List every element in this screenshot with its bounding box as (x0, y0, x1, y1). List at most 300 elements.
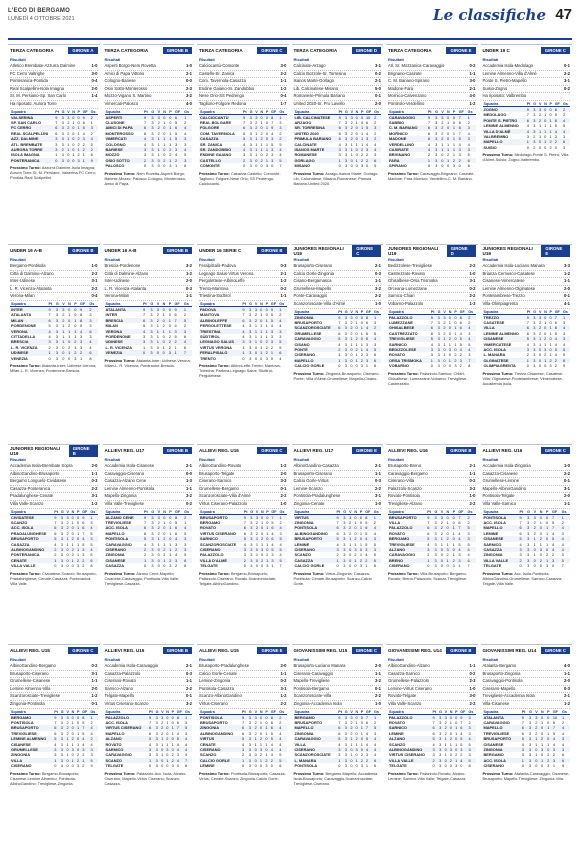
result-row (483, 493, 571, 501)
result-row (294, 263, 382, 271)
stat-cell: 0 (448, 363, 451, 369)
next-round-fixtures: Arzago-Isanos Marte; Gorlago-Lib. Calcinatese; Misano-Romanese; Primula Bariano-United 2020. (293, 170, 379, 186)
stat-cell: 0 (157, 163, 160, 169)
stat-cell: 2 (350, 130, 353, 136)
stat-cell: 3 (439, 752, 442, 758)
stat-cell: 1 (156, 334, 159, 339)
stat-cell: 4 (174, 323, 177, 329)
stat-cell: 3 (265, 763, 268, 769)
block-header (294, 646, 382, 655)
stat-cell: 1 (539, 519, 542, 525)
stat-cell: 1 (157, 152, 160, 158)
stat-cell: 0 (541, 763, 544, 769)
next-round-label: Prossimo Turno: (293, 570, 325, 576)
stat-cell: 0 (449, 714, 454, 720)
team-name: CITTADELLA (11, 334, 36, 339)
stat-cell: 3 (343, 541, 346, 547)
stat-cell: 3 (60, 730, 63, 736)
stat-cell: 4 (374, 741, 377, 747)
stat-cell: 0 (348, 558, 353, 563)
standings-header-row (483, 310, 571, 315)
result-row (388, 486, 476, 494)
block-header (105, 246, 193, 255)
stat-cell: 3 (438, 714, 444, 720)
stat-cell: 2 (174, 339, 183, 344)
stat-cell: 2 (66, 719, 69, 725)
team-name: PONTE (294, 347, 338, 352)
stat-cell: 1 (266, 557, 269, 563)
stat-cell: 3 (66, 514, 69, 520)
result-row (294, 671, 382, 679)
stat-cell: 4 (183, 147, 192, 152)
block-header (388, 446, 476, 455)
standings-header-row (199, 110, 287, 115)
next-round (388, 171, 476, 181)
stat-cell: 3 (265, 163, 269, 169)
match-teams: Virtus Ciserano-Palazzolo (199, 500, 248, 506)
stat-cell: 3 (61, 306, 67, 312)
stat-cell: 0 (168, 514, 174, 520)
stat-cell: 8 (90, 563, 93, 569)
stat-cell: 4 (89, 344, 92, 350)
match-teams: Vobarno-Palazzolo (388, 300, 424, 306)
stat-cell: 0 (348, 547, 353, 552)
stat-cell: 2 (73, 350, 79, 355)
stat-cell: 2 (336, 552, 339, 558)
stat-cell: 3 (151, 119, 154, 125)
stat-cell: 3 (259, 747, 265, 752)
stat-cell: 0 (355, 730, 358, 736)
stat-cell: 0 (68, 355, 71, 361)
stat-cell: 2 (467, 119, 470, 125)
stat-cell: 0 (538, 139, 542, 145)
stat-cell: 1 (265, 730, 268, 736)
stat-cell: 6 (174, 525, 183, 530)
block-header (294, 46, 382, 55)
stat-cell: 2 (533, 530, 536, 536)
team-name: SCANZO (389, 741, 406, 747)
stat-cell: 0 (453, 336, 458, 341)
stat-cell: 0 (254, 747, 259, 752)
team-name: CASATESE (483, 319, 505, 325)
stat-cell: 5 (468, 741, 471, 747)
stat-cell: 2 (440, 519, 443, 525)
match-teams: Lemine Almenno-Olginatese (482, 285, 536, 291)
stat-cell: 0 (549, 106, 552, 112)
results-subtitle: Risultati (10, 657, 26, 662)
column-header: Gs (562, 102, 570, 107)
stat-cell: 1 (77, 125, 80, 131)
match-teams: L. R. Vicenza-Atalanta (10, 285, 52, 291)
column-header: GF (270, 710, 278, 715)
team-name: CIVIDATESE (10, 514, 53, 520)
result-row (105, 78, 193, 86)
standings-grid (8, 44, 572, 844)
column-header: G (60, 509, 64, 514)
match-teams: Trevigliese-Accademia Isola (482, 693, 535, 699)
stat-cell: 1 (350, 141, 353, 147)
stat-cell: 1 (543, 129, 548, 134)
stat-cell: 5 (373, 552, 376, 558)
stat-cell: 0 (77, 536, 80, 542)
column-header: P (545, 510, 551, 515)
stat-cell: 3 (54, 147, 60, 152)
stat-cell: 3 (526, 536, 533, 541)
result-row (10, 271, 98, 279)
team-name: ACC. ISOLA (105, 525, 144, 530)
stat-cell: 1 (74, 344, 77, 350)
stat-cell: 4 (81, 536, 89, 541)
column-header: V (161, 709, 164, 714)
stat-cell: 5 (373, 347, 381, 352)
stat-cell: 3 (279, 530, 282, 536)
standings-header-row (483, 102, 571, 107)
match-score: 0-1 (280, 485, 287, 491)
match-teams: Bedizzolese-Trevigliese (388, 263, 433, 268)
column-header: Pt (241, 302, 248, 307)
match-teams: Calcio Gorle-Cenate (199, 670, 237, 676)
match-score: 1-1 (185, 293, 192, 299)
column-header: V (66, 509, 69, 514)
team-name: BRUSAPORTO (294, 536, 336, 541)
stat-cell: 2 (82, 763, 85, 769)
standings-row (483, 363, 571, 368)
stat-cell: 0 (71, 158, 76, 163)
stat-cell: 5 (143, 536, 150, 541)
result-row (105, 501, 193, 509)
stat-cell: 1 (62, 334, 65, 339)
stat-cell: 2 (544, 352, 547, 358)
stat-cell: 4 (562, 118, 570, 123)
stat-cell: 0 (265, 312, 268, 318)
stat-cell: 10 (552, 714, 561, 720)
stat-cell: 6 (149, 730, 152, 736)
stat-cell: 0 (166, 730, 169, 736)
stat-cell: 1 (355, 141, 358, 147)
stat-cell: 1 (183, 306, 192, 312)
stat-cell: 3 (438, 747, 444, 752)
stat-cell: 1 (540, 758, 546, 763)
stat-cell: 0 (446, 163, 450, 169)
stat-cell: 2 (174, 547, 183, 552)
stat-cell: 3 (149, 350, 155, 355)
team-name: ZINGONIA (294, 519, 314, 525)
match-teams: Mozzo-Vigano S. Martino (104, 93, 152, 99)
column-header: N (544, 309, 547, 314)
stat-cell: 1 (350, 147, 353, 152)
stat-cell: 5 (365, 125, 373, 130)
stat-cell: 8 (459, 314, 468, 320)
standings-block (197, 644, 289, 844)
stat-cell: 1 (552, 763, 555, 769)
stat-cell: 2 (374, 130, 377, 136)
stat-cell: 1 (355, 119, 358, 125)
stat-cell: 0 (161, 757, 164, 763)
team-name: BERGAMO (200, 519, 221, 525)
team-name: LEMINE ALMENNO (483, 330, 519, 336)
team-name: MONTEROSSO (105, 130, 134, 136)
stat-cell: 7 (54, 519, 57, 525)
stat-cell: 2 (539, 558, 545, 563)
stat-cell: 1 (68, 334, 71, 339)
stat-cell: 2 (539, 536, 545, 541)
result-row (10, 278, 98, 286)
stat-cell: 3 (344, 725, 350, 730)
stat-cell: 9 (90, 158, 98, 163)
stat-cell: 3 (183, 536, 192, 541)
stat-cell: 3 (249, 558, 255, 563)
stat-cell: 3 (249, 141, 252, 147)
stat-cell: 1 (353, 558, 359, 563)
next-round-fixtures: Cividatese-Scanzo; Brusaporto-Pradalunghese; Cenate-Casazza; Ponteranica-Villa Valle. (10, 570, 97, 586)
stat-cell: 3 (61, 136, 67, 141)
stat-cell: 1 (265, 158, 270, 163)
match-score: 2-2 (280, 493, 287, 499)
stat-cell: 1 (446, 158, 452, 163)
masthead (8, 6, 572, 40)
team-name: ALZANO (388, 736, 432, 741)
stat-cell: 5 (53, 736, 60, 741)
team-name: CASTELLO (199, 158, 242, 163)
standings-header-row (388, 310, 476, 315)
stat-cell: 2 (171, 757, 174, 763)
stat-cell: 1 (71, 719, 74, 725)
column-header: Gs (183, 302, 192, 307)
standings-table (483, 102, 571, 150)
team-name: CISERANO (483, 763, 505, 769)
stat-cell: 0 (171, 714, 174, 720)
result-row (105, 293, 193, 301)
stat-cell: 2 (174, 563, 178, 569)
stat-cell: 0 (460, 763, 463, 769)
stat-cell: 9 (430, 314, 437, 320)
stat-cell: 2 (554, 139, 562, 144)
standings-row (105, 725, 193, 730)
stat-cell: 0 (533, 547, 539, 552)
match-teams: Pontisola-Casazza (199, 685, 234, 691)
stat-cell: 1 (350, 336, 353, 342)
stat-cell: 3 (437, 341, 440, 347)
stat-cell: 6 (278, 350, 286, 355)
team-name: TELGATE (483, 563, 502, 569)
match-teams: FC Cerro Valtrighe (10, 70, 45, 76)
stat-cell: 4 (459, 347, 468, 352)
team-name: OLGINATESE (483, 358, 526, 363)
column-header: Squadra (483, 310, 526, 315)
stat-cell: 6 (561, 758, 570, 763)
next-round-label: Prossimo Turno: (10, 363, 41, 369)
match-teams: Brusaporto-Zingonia (482, 670, 521, 676)
stat-cell: 2 (348, 525, 353, 530)
stat-cell: 2 (62, 312, 65, 318)
stat-cell: 0 (448, 330, 451, 336)
team-name: SARNICO (199, 536, 243, 541)
stat-cell: 1 (350, 741, 353, 747)
stat-cell: 7 (183, 350, 192, 355)
stat-cell: 4 (365, 730, 369, 736)
stat-cell: 0 (54, 763, 57, 769)
next-round (388, 371, 476, 386)
stat-cell: 3 (344, 158, 350, 163)
match-teams: Accademia Isola-Brembate Sopra (10, 463, 73, 468)
team-name: CALCIOCANTÙ (199, 114, 242, 120)
result-row (105, 663, 193, 671)
stat-cell: 0 (354, 314, 359, 320)
stat-cell: 1 (448, 319, 451, 325)
stat-cell: 5 (174, 119, 178, 125)
stat-cell: 0 (452, 536, 458, 541)
stat-cell: 2 (77, 557, 80, 563)
stat-cell: 3 (60, 547, 66, 552)
stat-cell: 1 (455, 757, 458, 763)
stat-cell: 6 (518, 525, 526, 530)
stat-cell: 5 (271, 519, 274, 525)
stat-cell: 0 (455, 714, 458, 720)
stat-cell: 2 (68, 323, 71, 329)
stat-cell: 0 (446, 130, 450, 136)
stat-cell: 3 (344, 714, 350, 720)
stat-cell: 2 (360, 157, 364, 163)
next-round-label: Prossimo Turno: (388, 770, 419, 776)
stat-cell: 6 (242, 125, 249, 130)
team-name: BRUSAPORTO (200, 719, 228, 725)
stat-cell: 1 (142, 344, 146, 350)
stat-cell: 1 (443, 352, 446, 358)
stat-cell: 1 (452, 147, 458, 152)
stat-cell: 7 (551, 514, 561, 520)
stat-cell: 0 (552, 563, 555, 569)
stat-cell: 1 (446, 141, 450, 147)
results-subtitle: Risultati (293, 257, 310, 262)
stat-cell: 5 (89, 758, 97, 763)
match-teams: Cisanese-Vimercatese (482, 278, 525, 284)
stat-cell: 0 (157, 547, 163, 552)
stat-cell: 4 (242, 141, 246, 147)
stat-cell: 3 (459, 358, 468, 363)
stat-cell: 1 (165, 758, 170, 763)
column-header: Gs (561, 510, 570, 515)
stat-cell: 3 (434, 514, 440, 520)
result-row (388, 701, 476, 709)
stat-cell: 0 (538, 347, 542, 352)
stat-cell: 6 (241, 318, 248, 323)
team-name: CISERANO (294, 547, 336, 552)
team-name: MAPELLO (483, 525, 519, 530)
stat-cell: 1 (534, 736, 540, 741)
match-teams: Sarnico-Chiari (388, 293, 415, 299)
match-score: 3-2 (374, 678, 381, 684)
result-row (10, 693, 98, 701)
team-name: VIRTUS CISERANO (105, 725, 149, 730)
stat-cell: 3 (467, 536, 476, 541)
stat-cell: 0 (350, 157, 353, 163)
stat-cell: 3 (150, 312, 153, 318)
results-subtitle: Risultati (199, 657, 215, 662)
stat-cell: 4 (184, 736, 192, 741)
match-teams: Virtus-Ciserano (199, 700, 228, 706)
column-header: G (533, 309, 537, 314)
next-round-label: Prossimo Turno: (199, 170, 230, 176)
team-name: SCANZOROSCIATE (200, 541, 237, 547)
team-name: ZINGONIA (105, 552, 125, 558)
column-header: P (171, 709, 175, 714)
stat-cell: 3 (270, 147, 278, 152)
stat-cell: 0 (427, 163, 431, 169)
group-badge: GIRONE E (352, 447, 381, 454)
column-header: V (67, 109, 70, 114)
stat-cell: 3 (526, 347, 533, 352)
stat-cell: 4 (176, 758, 184, 763)
match-teams: Ciserano-Caravaggio (293, 670, 334, 676)
stat-cell: 3 (176, 752, 179, 758)
column-header: Gs (90, 109, 96, 114)
stat-cell: 1 (254, 136, 259, 141)
result-row (105, 471, 193, 479)
stat-cell: 3 (374, 152, 377, 158)
stat-cell: 0 (156, 344, 159, 350)
match-teams: Rovato-Pontisola (388, 493, 420, 499)
stat-cell: 0 (67, 152, 70, 158)
column-header: V (443, 309, 446, 314)
stat-cell: 3 (55, 312, 59, 318)
column-header: N (448, 309, 452, 314)
next-round-label: Prossimo Turno: (388, 570, 419, 576)
result-row (294, 678, 382, 686)
stat-cell: 5 (337, 336, 344, 341)
stat-cell: 1 (360, 725, 363, 731)
match-score: 2-2 (185, 685, 192, 691)
stat-cell: 2 (156, 318, 162, 323)
stat-cell: 3 (77, 763, 80, 769)
match-teams: Brescia-Pordenone (104, 263, 141, 268)
group-badge: GIRONE C (541, 647, 570, 654)
match-score: 2-0 (280, 470, 287, 476)
stat-cell: 1 (549, 134, 552, 139)
stat-cell: 1 (538, 123, 542, 129)
stat-cell: 3 (60, 558, 66, 563)
match-score: 2-2 (374, 293, 381, 299)
stat-cell: 6 (432, 725, 439, 730)
column-header: Squadra (388, 710, 432, 715)
stat-cell: 6 (183, 558, 192, 563)
team-name: VIMERCATESE (483, 341, 512, 347)
stat-cell: 3 (344, 358, 350, 363)
column-header: G (249, 301, 252, 306)
next-round (105, 358, 193, 368)
column-header: N (446, 510, 452, 515)
result-row (199, 693, 287, 701)
stat-cell: 1 (157, 536, 163, 541)
result-row (483, 71, 571, 79)
match-teams: Bergamo Longuelo-Cividatese (10, 478, 67, 484)
next-round-fixtures: Alzano Cene-Mapello; Cisanese-Caravaggio; Pontisola-Villa Valle; Trevigliese-Casazza. (104, 570, 180, 586)
stat-cell: 3 (532, 347, 538, 352)
stat-cell: 8 (89, 355, 92, 361)
stat-cell: 3 (149, 339, 155, 344)
match-score: 2-2 (280, 700, 287, 706)
stat-cell: 3 (345, 130, 348, 136)
match-teams: Rovato-Telgate (388, 693, 417, 699)
stat-cell: 1 (66, 541, 69, 547)
stat-cell: 0 (427, 563, 430, 569)
stat-cell: 0 (534, 747, 540, 752)
stat-cell: 3 (344, 125, 350, 130)
result-row (388, 286, 476, 294)
stat-cell: 2 (67, 119, 70, 125)
match-teams: Cisano-Bergamasca (293, 278, 332, 284)
stat-cell: 3 (61, 114, 67, 120)
next-round-label: Prossimo Turno: (293, 770, 325, 776)
